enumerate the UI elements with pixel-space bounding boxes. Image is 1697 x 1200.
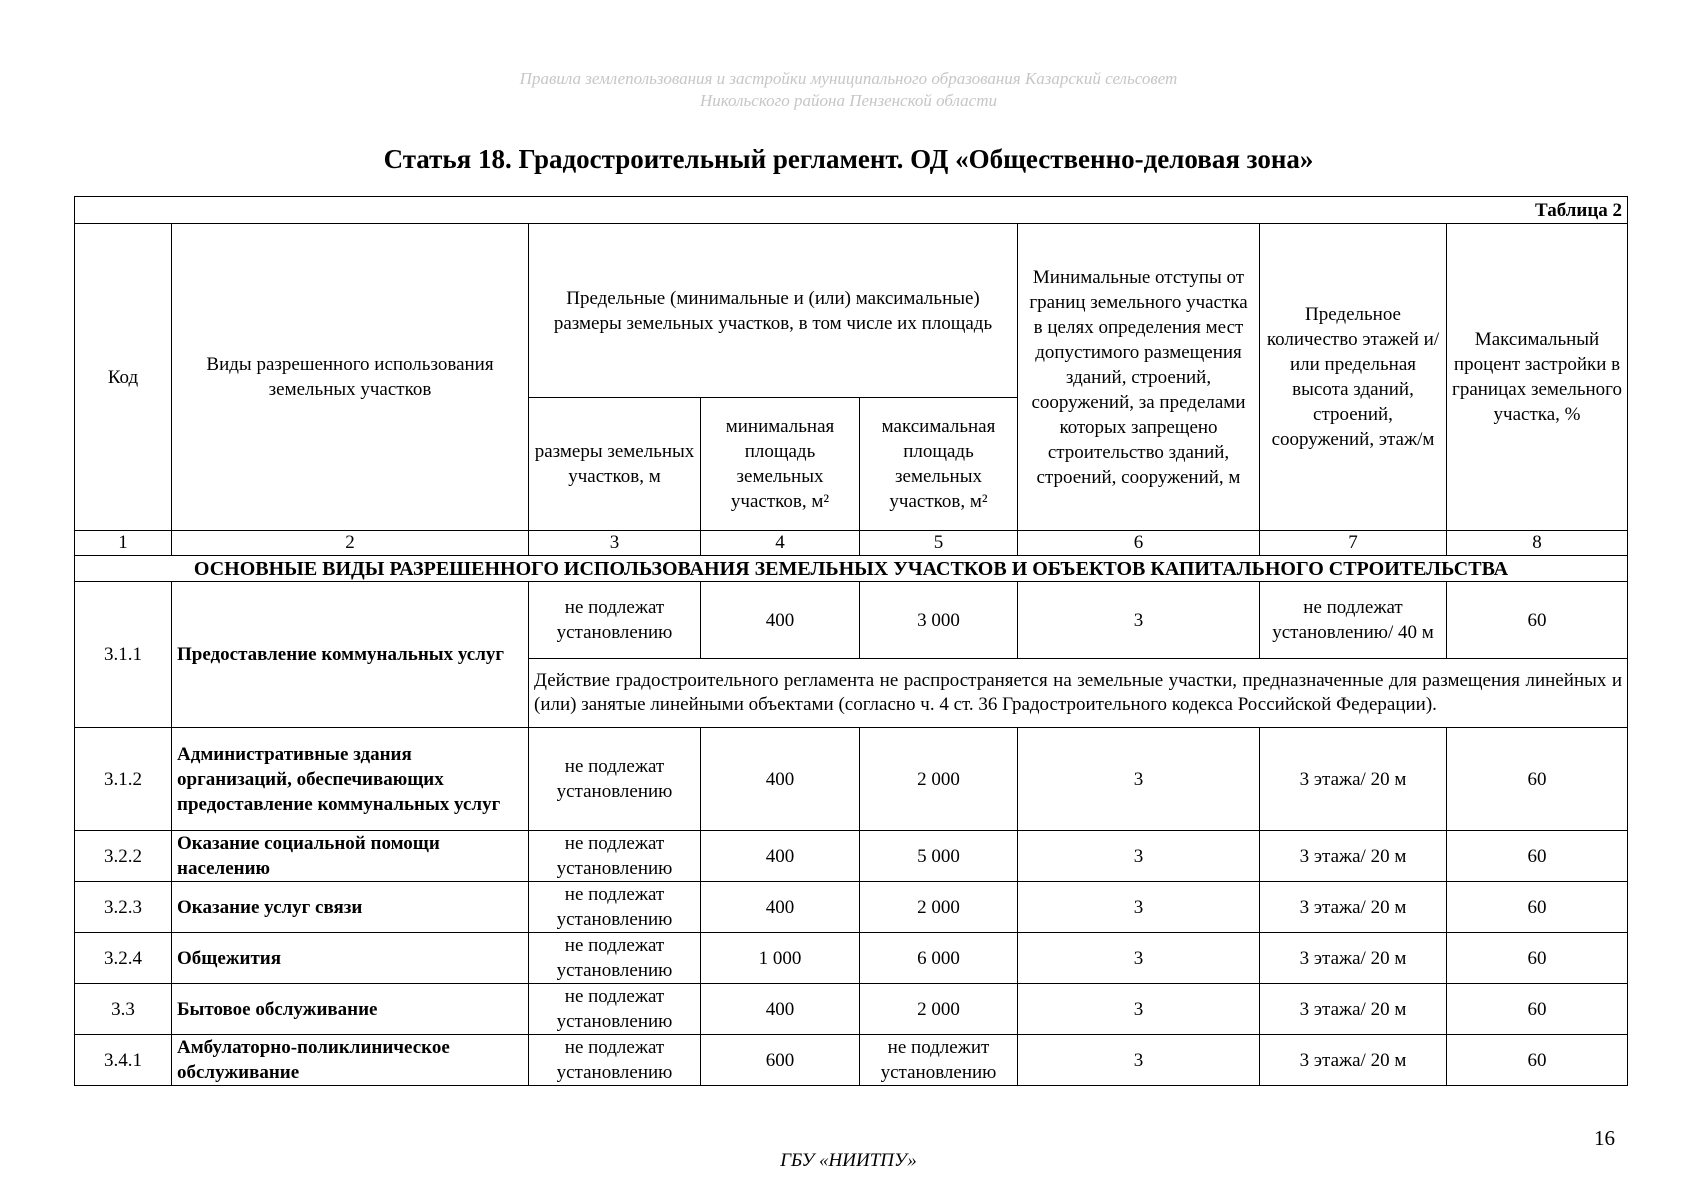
cell-max-area: не подлежит установлению — [860, 1035, 1018, 1086]
column-number: 3 — [529, 531, 701, 556]
cell-coverage: 60 — [1447, 582, 1628, 659]
cell-setback: 3 — [1018, 1035, 1260, 1086]
running-header-line-1: Правила землепользования и застройки муниципального образования Казарский сельсовет — [519, 69, 1178, 88]
cell-floors: 3 этажа/ 20 м — [1260, 984, 1447, 1035]
table-row — [75, 882, 1628, 933]
regulation-table — [74, 196, 1628, 1086]
cell-sizes: не подлежат установлению — [529, 582, 701, 659]
cell-coverage: 60 — [1447, 1035, 1628, 1086]
cell-code: 3.3 — [75, 984, 172, 1035]
column-number: 5 — [860, 531, 1018, 556]
cell-min-area: 400 — [701, 984, 860, 1035]
running-header — [0, 68, 1697, 112]
column-number-row — [75, 531, 1628, 556]
cell-code: 3.4.1 — [75, 1035, 172, 1086]
table-caption: Таблица 2 — [75, 197, 1628, 224]
cell-setback: 3 — [1018, 984, 1260, 1035]
cell-floors: 3 этажа/ 20 м — [1260, 933, 1447, 984]
cell-use-name: Общежития — [172, 933, 529, 984]
header-setbacks: Минимальные отступы от границ земельного участка в целях определения мест допустимого размещения зданий, строений, сооружений, за пределами которых запрещено строительство зданий, строений, сооружений, м — [1018, 224, 1260, 531]
page-number: 16 — [1594, 1126, 1615, 1150]
cell-setback: 3 — [1018, 933, 1260, 984]
column-number: 4 — [701, 531, 860, 556]
cell-use-name: Оказание услуг связи — [172, 882, 529, 933]
cell-use-name: Административные здания организаций, обеспечивающих предоставление коммунальных услуг — [172, 728, 529, 831]
cell-min-area: 1 000 — [701, 933, 860, 984]
cell-code: 3.1.1 — [75, 582, 172, 728]
header-code: Код — [75, 224, 172, 531]
cell-coverage: 60 — [1447, 933, 1628, 984]
cell-max-area: 2 000 — [860, 728, 1018, 831]
article-title: Статья 18. Градостроительный регламент. ОД «Общественно-деловая зона» — [383, 144, 1314, 174]
cell-sizes: не подлежат установлению — [529, 1035, 701, 1086]
table-row — [75, 1035, 1628, 1086]
cell-floors: 3 этажа/ 20 м — [1260, 728, 1447, 831]
cell-sizes: не подлежат установлению — [529, 728, 701, 831]
cell-max-area: 3 000 — [860, 582, 1018, 659]
cell-max-area: 2 000 — [860, 882, 1018, 933]
cell-setback: 3 — [1018, 728, 1260, 831]
column-number: 1 — [75, 531, 172, 556]
cell-sizes: не подлежат установлению — [529, 831, 701, 882]
cell-max-area: 6 000 — [860, 933, 1018, 984]
table-row — [75, 582, 1628, 659]
running-header-line-2: Никольского района Пензенской области — [699, 91, 998, 110]
cell-use-name: Предоставление коммунальных услуг — [172, 582, 529, 728]
cell-max-area: 2 000 — [860, 984, 1018, 1035]
cell-code: 3.2.4 — [75, 933, 172, 984]
section-heading: ОСНОВНЫЕ ВИДЫ РАЗРЕШЕННОГО ИСПОЛЬЗОВАНИЯ ЗЕМЕЛЬНЫХ УЧАСТКОВ И ОБЪЕКТОВ КАПИТАЛЬНОГО СТРОИТЕЛЬСТВА — [75, 556, 1628, 582]
header-use-type: Виды разрешенного использования земельных участков — [172, 224, 529, 531]
cell-sizes: не подлежат установлению — [529, 882, 701, 933]
cell-min-area: 400 — [701, 582, 860, 659]
column-number: 8 — [1447, 531, 1628, 556]
cell-use-name: Амбулаторно-поликлиническое обслуживание — [172, 1035, 529, 1086]
cell-coverage: 60 — [1447, 831, 1628, 882]
page-footer: ГБУ «НИИТПУ» — [780, 1150, 917, 1171]
cell-code: 3.2.2 — [75, 831, 172, 882]
header-min-area: минимальная площадь земельных участков, м² — [701, 398, 860, 531]
cell-coverage: 60 — [1447, 728, 1628, 831]
column-number: 2 — [172, 531, 529, 556]
cell-floors: 3 этажа/ 20 м — [1260, 882, 1447, 933]
cell-code: 3.1.2 — [75, 728, 172, 831]
cell-sizes: не подлежат установлению — [529, 984, 701, 1035]
cell-use-name: Бытовое обслуживание — [172, 984, 529, 1035]
cell-min-area: 400 — [701, 831, 860, 882]
column-number: 6 — [1018, 531, 1260, 556]
table-row — [75, 728, 1628, 831]
cell-use-name: Оказание социальной помощи населению — [172, 831, 529, 882]
cell-floors: 3 этажа/ 20 м — [1260, 831, 1447, 882]
cell-min-area: 400 — [701, 882, 860, 933]
header-coverage: Максимальный процент застройки в границах земельного участка, % — [1447, 224, 1628, 531]
cell-coverage: 60 — [1447, 984, 1628, 1035]
header-limits: Предельные (минимальные и (или) максимальные) размеры земельных участков, в том числе их площадь — [529, 224, 1018, 398]
cell-regulation-note: Действие градостроительного регламента не распространяется на земельные участки, предназначенные для размещения линейных и (или) занятые линейными объектами (согласно ч. 4 ст. 36 Градостроительного кодекса Российской Федерации). — [529, 659, 1628, 728]
cell-sizes: не подлежат установлению — [529, 933, 701, 984]
cell-code: 3.2.3 — [75, 882, 172, 933]
cell-coverage: 60 — [1447, 882, 1628, 933]
header-max-area: максимальная площадь земельных участков, м² — [860, 398, 1018, 531]
cell-floors: 3 этажа/ 20 м — [1260, 1035, 1447, 1086]
cell-max-area: 5 000 — [860, 831, 1018, 882]
cell-setback: 3 — [1018, 582, 1260, 659]
cell-setback: 3 — [1018, 831, 1260, 882]
table-row — [75, 831, 1628, 882]
header-sizes: размеры земельных участков, м — [529, 398, 701, 531]
table-row — [75, 984, 1628, 1035]
cell-min-area: 400 — [701, 728, 860, 831]
table-row — [75, 933, 1628, 984]
cell-floors: не подлежат установлению/ 40 м — [1260, 582, 1447, 659]
header-floors: Предельное количество этажей и/или предельная высота зданий, строений, сооружений, этаж/м — [1260, 224, 1447, 531]
column-number: 7 — [1260, 531, 1447, 556]
cell-min-area: 600 — [701, 1035, 860, 1086]
cell-setback: 3 — [1018, 882, 1260, 933]
